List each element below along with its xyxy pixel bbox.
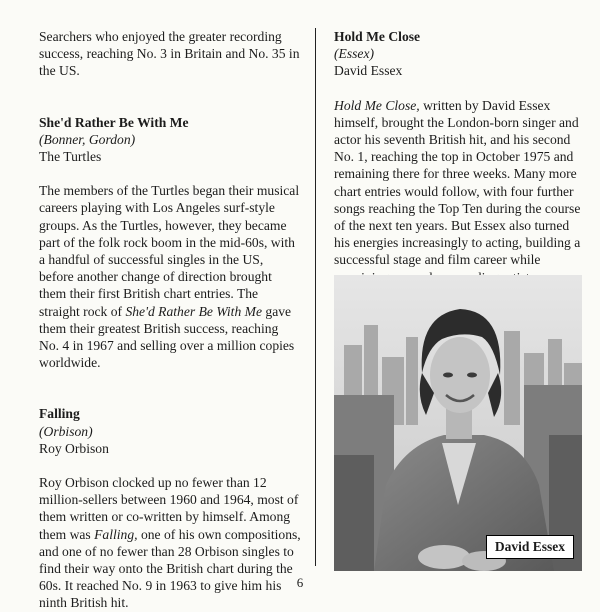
right-column (334, 28, 584, 286)
description-text: written by David Essex himself, brought the London-born singer and actor his seventh British hit, and his second No. 1, reaching the top in October 1975 and remaining there for three weeks. Many more chart entries would follow, with four further songs reaching the Top Ten during the course of the next ten years. But Essex also turned his energies increasingly to acting, building a successful stage and film career while (334, 97, 581, 268)
song-writers: (Bonner, Gordon) (39, 131, 136, 147)
song-title-falling: Falling (39, 406, 80, 422)
column-divider (315, 28, 316, 566)
song-artist: David Essex (334, 63, 403, 79)
description-text: The members of the Turtles began their musical careers playing with Los Angeles surf-style groups. As the Turtles, however, they became part of the folk rock boom in the mid-60s, with a handful of successful singles in the US, before another change of direction brought them their first British chart entries. The straight rock of (39, 183, 300, 319)
song-title-hold-me-close: Hold Me Close (334, 29, 421, 44)
description-text: Roy Orbison clocked up no fewer than 12 million-sellers between 1960 and 1964, most of them written or co-written by himself. Among them was (39, 475, 299, 542)
artist-photo (334, 275, 582, 571)
song-artist: Roy Orbison (39, 440, 109, 456)
song-title-shed-rather-be-with-me: She'd Rather Be With Me (39, 114, 189, 130)
song-artist: The Turtles (39, 149, 102, 165)
song-writers: (Essex) (334, 46, 375, 62)
song-writers: (Orbison) (39, 423, 93, 439)
song-description (39, 474, 301, 612)
description-text: one of his own compositions, and one of no fewer than 28 Orbison singles to find their way onto the British chart during the 60s. It reached No. 9 in 1963 to give him his ninth British hit. (39, 526, 301, 611)
photo-caption: David Essex (486, 535, 574, 559)
intro-paragraph: Searchers who enjoyed the greater recording success, reaching No. 3 in Britain and No. 35 in the US. (39, 29, 300, 79)
description-text: gave them their greatest British success, reaching No. 4 in 1967 and selling over a million copies worldwide. (39, 303, 295, 371)
description-italic-title: Falling, (94, 526, 138, 542)
song-description (334, 97, 584, 286)
description-italic-title: Hold Me Close, (334, 97, 420, 113)
photo-image (334, 275, 582, 571)
song-description (39, 182, 301, 371)
page-number: 6 (296, 575, 304, 590)
description-italic-title: She'd Rather Be With Me (125, 303, 262, 319)
left-column (39, 28, 301, 612)
